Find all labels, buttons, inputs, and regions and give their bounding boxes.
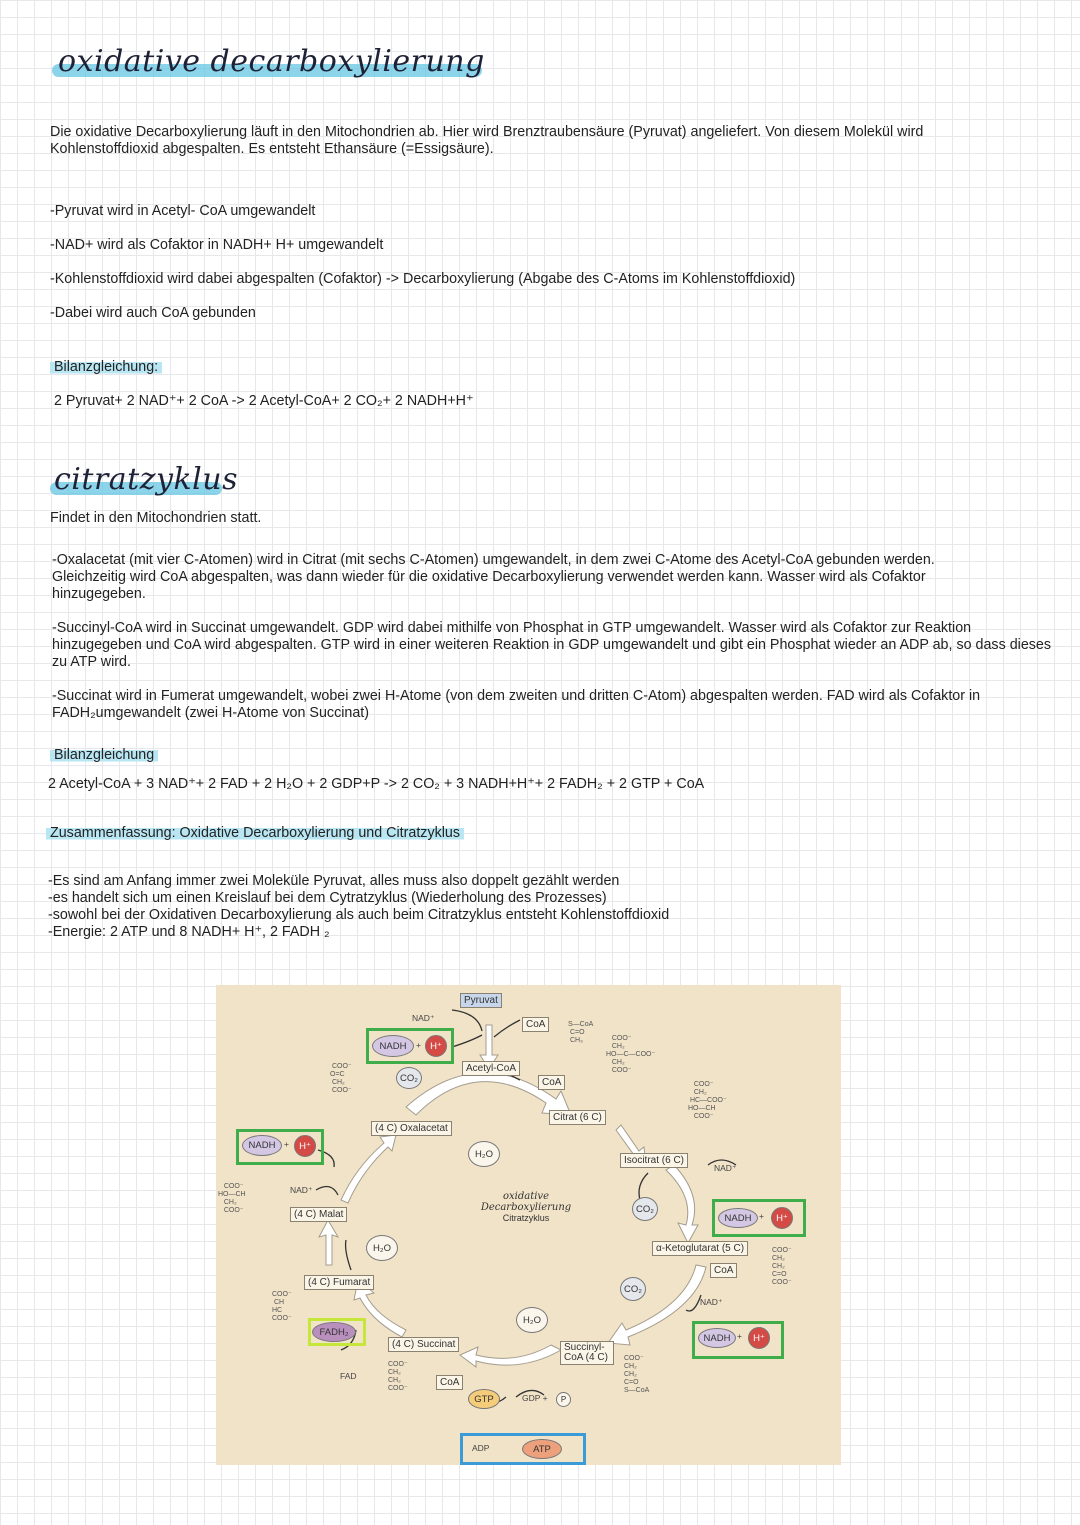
- plus-sign: +: [737, 1331, 742, 1341]
- nadh-oval: NADH: [718, 1208, 758, 1228]
- plus-sign: +: [284, 1139, 289, 1149]
- paragraph: -Succinyl-CoA wird in Succinat umgewandelt. GDP wird dabei mithilfe von Phosphat in GTP umgewandelt. Wasser wird als Cofaktor zur Reaktion hinzugegeben und CoA wird abgespalten. GTP wird in einer weiteren Reaktion in GDP umgewandelt und gibt ein Phosphat wieder an ADP ab, so dass dieses zu ATP wird.: [52, 620, 1052, 670]
- atp-oval: ATP: [522, 1439, 562, 1459]
- succinyl-coa-formula: COO⁻ CH₂ CH₂ C=O S—CoA: [624, 1355, 650, 1394]
- section-heading-citratzyklus: citratzyklus: [54, 462, 238, 497]
- citrat-box: Citrat (6 C): [549, 1110, 606, 1125]
- center-label-line: Decarboxylierung: [480, 1202, 572, 1213]
- fumarat-formula: COO⁻ CH HC COO⁻: [272, 1291, 292, 1322]
- paragraph: -Oxalacetat (mit vier C-Atomen) wird in Citrat (mit sechs C-Atomen) umgewandelt, in dem zwei C-Atome des Acetyl-CoA gebunden werden. Gleichzeitig wird CoA abgespalten, was dann wieder für die oxidative Decarboxylierung verwendet werden kann. Wasser wird als Cofaktor hinzugegeben.: [52, 552, 935, 602]
- succinyl-coa-box: Succinyl-CoA (4 C): [560, 1341, 614, 1365]
- hplus-oval: H⁺: [771, 1207, 793, 1229]
- malat-box: (4 C) Malat: [290, 1207, 347, 1222]
- plus-sign: +: [759, 1211, 764, 1221]
- bullet-point: -Pyruvat wird in Acetyl- CoA umgewandelt: [50, 203, 316, 219]
- pyruvat-box: Pyruvat: [460, 993, 502, 1008]
- fumarat-box: (4 C) Fumarat: [304, 1275, 374, 1290]
- balance-equation: 2 Pyruvat+ 2 NAD⁺+ 2 CoA -> 2 Acetyl-CoA+ 2 CO₂+ 2 NADH+H⁺: [54, 393, 474, 409]
- summary-point: -es handelt sich um einen Kreislauf bei dem Cytratzyklus (Wiederholung des Prozesses): [48, 890, 607, 906]
- summary-label: Zusammenfassung: Oxidative Decarboxylierung und Citratzyklus: [46, 825, 464, 842]
- hplus-oval: H⁺: [294, 1135, 316, 1157]
- acetyl-coa-box: Acetyl-CoA: [462, 1061, 520, 1076]
- balance-label: Bilanzgleichung:: [50, 359, 162, 376]
- co2-oval: CO₂: [396, 1067, 422, 1089]
- nad-label: NAD⁺: [700, 1297, 723, 1307]
- summary-point: -sowohl bei der Oxidativen Decarboxylierung als auch beim Citratzyklus entsteht Kohlenstoffdioxid: [48, 907, 670, 923]
- nadh-oval: NADH: [242, 1135, 282, 1156]
- balance-equation: 2 Acetyl-CoA + 3 NAD⁺+ 2 FAD + 2 H₂O + 2 GDP+P -> 2 CO₂ + 3 NADH+H⁺+ 2 FADH₂ + 2 GTP + CoA: [48, 776, 705, 792]
- plus-sign: +: [416, 1040, 421, 1050]
- intro-paragraph: Die oxidative Decarboxylierung läuft in den Mitochondrien ab. Hier wird Brenztraubensäure (Pyruvat) angeliefert. Von diesem Molekül wird Kohlenstoffdioxid abgespalten. Es entsteht Ethansäure (=Essigsäure).: [50, 124, 924, 157]
- nad-label: NAD⁺: [714, 1163, 737, 1173]
- bullet-point: -NAD+ wird als Cofaktor in NADH+ H+ umgewandelt: [50, 237, 384, 253]
- isocitrat-formula: COO⁻ CH₂ HC—COO⁻ HO—CH COO⁻: [688, 1081, 727, 1120]
- location-text: Findet in den Mitochondrien statt.: [50, 510, 262, 526]
- oxalacetat-formula: COO⁻ O=C CH₂ COO⁻: [330, 1063, 352, 1094]
- citrat-formula: COO⁻ CH₂ HO—C—COO⁻ CH₂ COO⁻: [606, 1035, 656, 1074]
- hplus-oval: H⁺: [748, 1327, 770, 1349]
- h2o-oval: H₂O: [468, 1141, 500, 1167]
- summary-point: -Energie: 2 ATP und 8 NADH+ H⁺, 2 FADH ₂: [48, 924, 330, 940]
- malat-formula: COO⁻ HO—CH CH₂ COO⁻: [218, 1183, 246, 1214]
- coa-box: CoA: [522, 1017, 549, 1032]
- coa-box: CoA: [710, 1263, 737, 1278]
- nadh-oval: NADH: [698, 1328, 736, 1348]
- bullet-point: -Kohlenstoffdioxid wird dabei abgespalten (Cofaktor) -> Decarboxylierung (Abgabe des C-Atoms im Kohlenstoffdioxid): [50, 271, 796, 287]
- oxalacetat-box: (4 C) Oxalacetat: [371, 1121, 452, 1136]
- nad-label: NAD⁺: [290, 1185, 313, 1195]
- co2-oval: CO₂: [620, 1277, 646, 1301]
- balance-label: Bilanzgleichung: [50, 747, 158, 764]
- bullet-point: -Dabei wird auch CoA gebunden: [50, 305, 256, 321]
- gtp-oval: GTP: [468, 1389, 500, 1409]
- succinat-box: (4 C) Succinat: [388, 1337, 459, 1352]
- ketoglutarat-box: α-Ketoglutarat (5 C): [652, 1241, 748, 1256]
- gdp-p-label: GDP +: [522, 1393, 548, 1403]
- nadh-oval: NADH: [372, 1035, 414, 1057]
- h2o-oval: H₂O: [516, 1307, 548, 1333]
- hplus-oval: H⁺: [425, 1035, 447, 1057]
- fad-label: FAD: [340, 1371, 357, 1381]
- adp-label: ADP: [472, 1443, 490, 1453]
- summary-point: -Es sind am Anfang immer zwei Moleküle Pyruvat, alles muss also doppelt gezählt werden: [48, 873, 620, 889]
- acetyl-coa-formula: S—CoA C=O CH₃: [568, 1021, 594, 1044]
- center-label-line: oxidative: [502, 1191, 549, 1202]
- center-label: [466, 1191, 586, 1224]
- paragraph: -Succinat wird in Fumerat umgewandelt, wobei zwei H-Atome (von dem zweiten und dritten C-Atom) abgespalten werden. FAD wird als Cofaktor in FADH₂umgewandelt (zwei H-Atome von Succinat): [52, 688, 981, 721]
- succinat-formula: COO⁻ CH₂ CH₂ COO⁻: [388, 1361, 408, 1392]
- h2o-oval: H₂O: [366, 1235, 398, 1261]
- citric-acid-cycle-diagram: [216, 985, 841, 1465]
- coa-box: CoA: [538, 1075, 565, 1090]
- isocitrat-box: Isocitrat (6 C): [620, 1153, 688, 1168]
- nad-label: NAD⁺: [412, 1013, 435, 1023]
- fadh2-oval: FADH₂: [312, 1322, 356, 1342]
- phosphate-oval: P: [556, 1392, 571, 1407]
- ketoglutarat-formula: COO⁻ CH₂ CH₂ C=O COO⁻: [772, 1247, 792, 1286]
- coa-box: CoA: [436, 1375, 463, 1390]
- section-heading-oxidative-decarboxylierung: oxidative decarboxylierung: [58, 44, 485, 79]
- co2-oval: CO₂: [632, 1197, 658, 1221]
- center-label-line: Citratzyklus: [502, 1213, 550, 1223]
